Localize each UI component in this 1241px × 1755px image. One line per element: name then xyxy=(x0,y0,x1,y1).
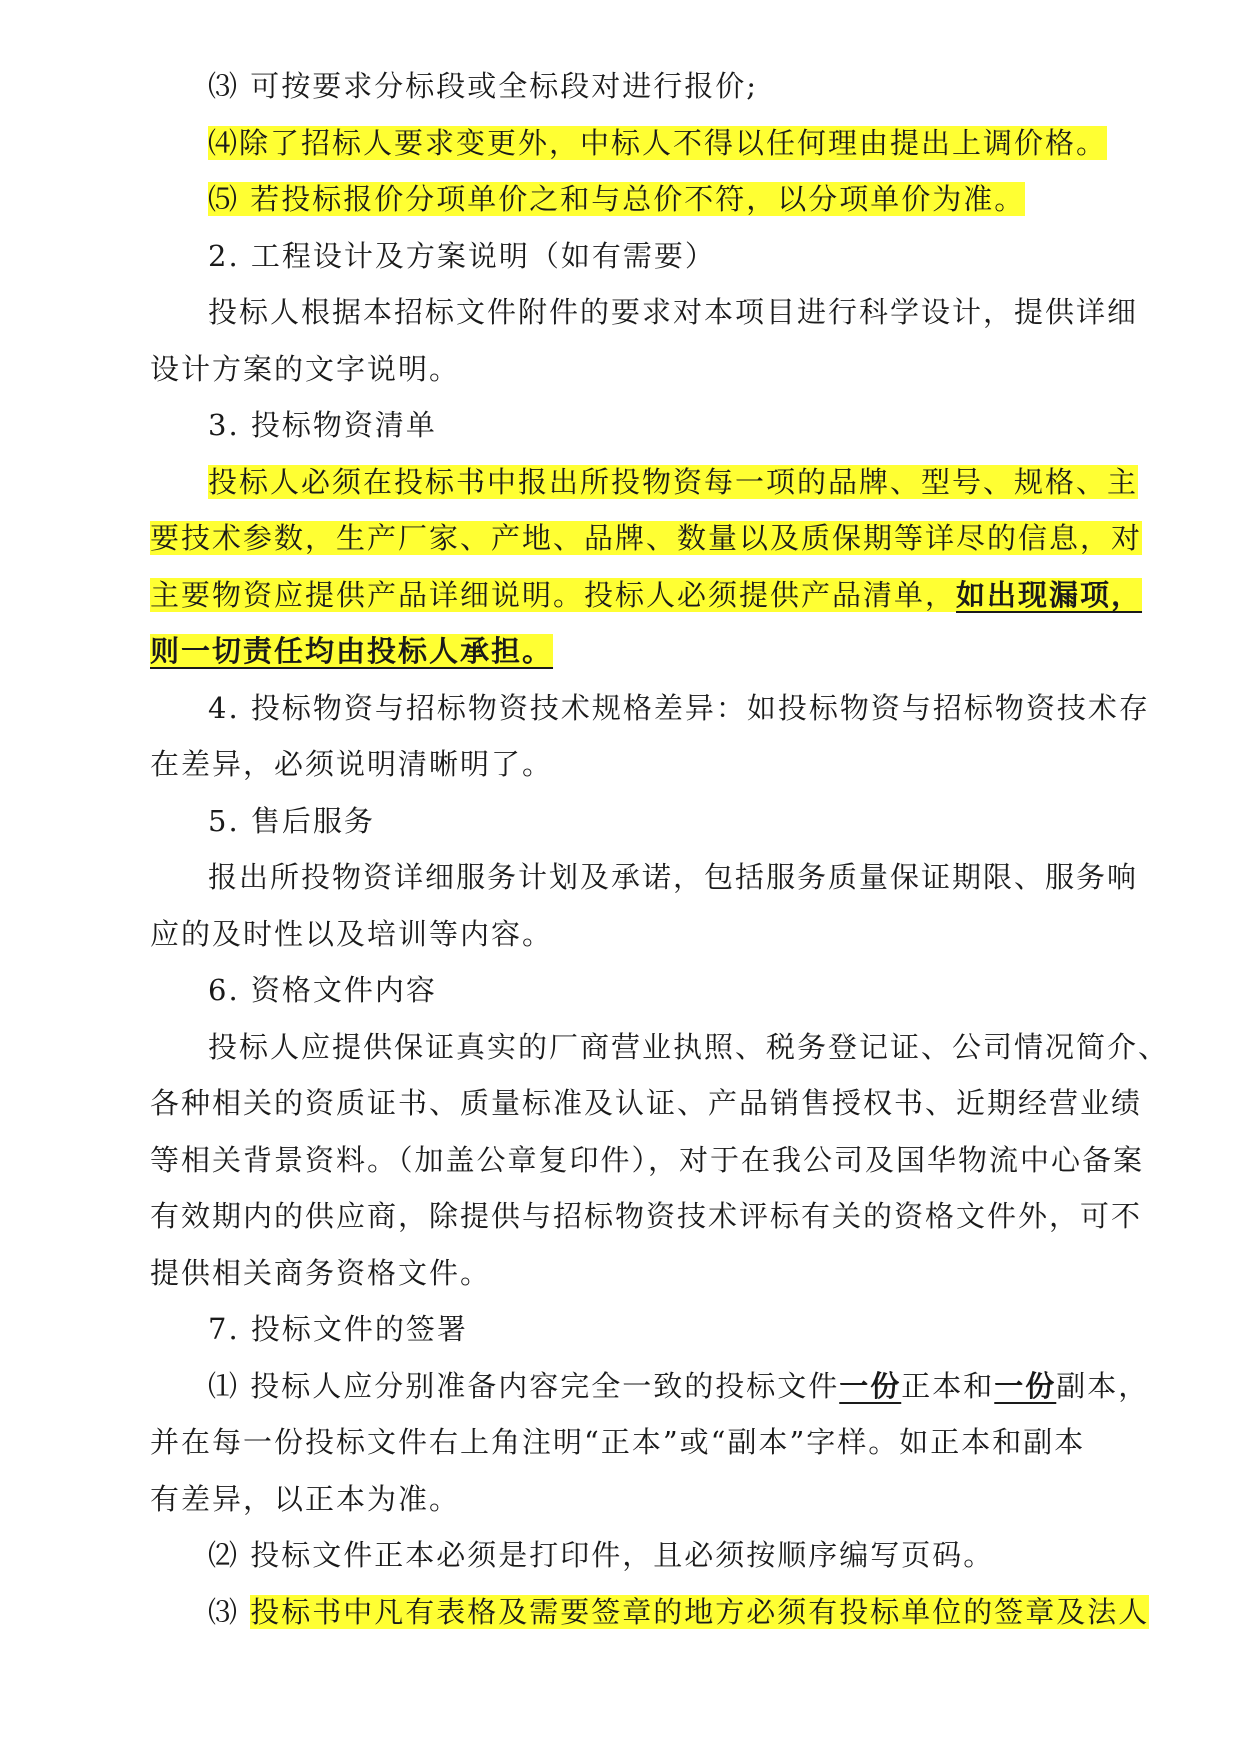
paragraph-line: 在差异，必须说明清晰明了。 xyxy=(150,747,554,781)
paragraph-line: 投标人根据本招标文件附件的要求对本项目进行科学设计，提供详细 xyxy=(208,295,1139,329)
paragraph-line xyxy=(150,454,1139,511)
highlighted-text: 主要物资应提供产品详细说明。投标人必须提供产品清单， xyxy=(150,577,957,612)
clause-4-no-price-increase xyxy=(150,115,1108,172)
highlighted-text: 要技术参数，生产厂家、产地、品牌、数量以及质保期等详尽的信息，对 xyxy=(150,521,1143,555)
paragraph-line: 有效期内的供应商，除提供与招标物资技术评标有关的资格文件外，可不 xyxy=(150,1199,1143,1233)
text-run: 正本和 xyxy=(901,1368,995,1403)
paragraph-line xyxy=(150,1358,1150,1415)
paragraph-line xyxy=(150,510,1143,567)
paragraph-line: 投标人应提供保证真实的厂商营业执照、税务登记证、公司情况简介、 xyxy=(208,1029,1170,1064)
section-5-heading: 5. 售后服务 xyxy=(208,803,375,838)
paragraph-line: ⑵ 投标文件正本必须是打印件，且必须按顺序编写页码。 xyxy=(208,1538,995,1572)
section-4-heading: 4. 投标物资与招标物资技术规格差异：如投标物资与招标物资技术存 xyxy=(208,690,1150,725)
paragraph-line: 等相关背景资料。（加盖公章复印件），对于在我公司及国华物流中心备案 xyxy=(150,1142,1145,1177)
bold-underlined-text: 一份 xyxy=(994,1368,1057,1403)
paragraph-line: 设计方案的文字说明。 xyxy=(150,351,461,386)
highlighted-text: 投标人必须在投标书中报出所投物资每一项的品牌、型号、规格、主 xyxy=(208,464,1139,499)
section-6-heading: 6. 资格文件内容 xyxy=(208,973,437,1007)
document-page xyxy=(150,58,1170,1640)
paragraph-line xyxy=(150,623,1094,680)
paragraph-line: 报出所投物资详细服务计划及承诺，包括服务质量保证期限、服务响 xyxy=(208,860,1139,894)
paragraph-line: 提供相关商务资格文件。 xyxy=(150,1255,492,1290)
highlighted-text: ⑸ 若投标报价分项单价之和与总价不符，以分项单价为准。 xyxy=(208,182,1026,216)
section-2-heading: 2. 工程设计及方案说明（如有需要） xyxy=(208,238,716,273)
clause-3-quote-scope: ⑶ 可按要求分标段或全标段对进行报价; xyxy=(208,69,758,103)
clause-5-unit-price-rule xyxy=(150,171,1094,228)
paragraph-line: 并在每一份投标文件右上角注明“正本”或“副本”字样。如正本和副本 xyxy=(150,1425,1086,1459)
paragraph-line xyxy=(150,1584,1150,1641)
bold-underlined-text: 一份 xyxy=(839,1368,902,1403)
highlighted-text: 投标书中凡有表格及需要签章的地方必须有投标单位的签章及法人 xyxy=(250,1594,1150,1629)
paragraph-line: 有差异，以正本为准。 xyxy=(150,1481,461,1516)
bold-underlined-text: 则一切责任均由投标人承担。 xyxy=(150,634,554,668)
text-run: 副本， xyxy=(1056,1368,1150,1403)
text-run: ⑶ xyxy=(208,1594,251,1629)
paragraph-line: 各种相关的资质证书、质量标准及认证、产品销售授权书、近期经营业绩 xyxy=(150,1086,1143,1120)
paragraph-line xyxy=(150,567,1143,624)
paragraph-line: 应的及时性以及培训等内容。 xyxy=(150,916,554,951)
section-3-heading: 3. 投标物资清单 xyxy=(208,408,437,442)
text-run: ⑴ 投标人应分别准备内容完全一致的投标文件 xyxy=(208,1368,840,1403)
section-7-heading: 7. 投标文件的签署 xyxy=(208,1312,468,1346)
highlighted-text: ⑷除了招标人要求变更外，中标人不得以任何理由提出上调价格。 xyxy=(208,125,1108,160)
bold-underlined-text: 如出现漏项， xyxy=(956,577,1143,612)
